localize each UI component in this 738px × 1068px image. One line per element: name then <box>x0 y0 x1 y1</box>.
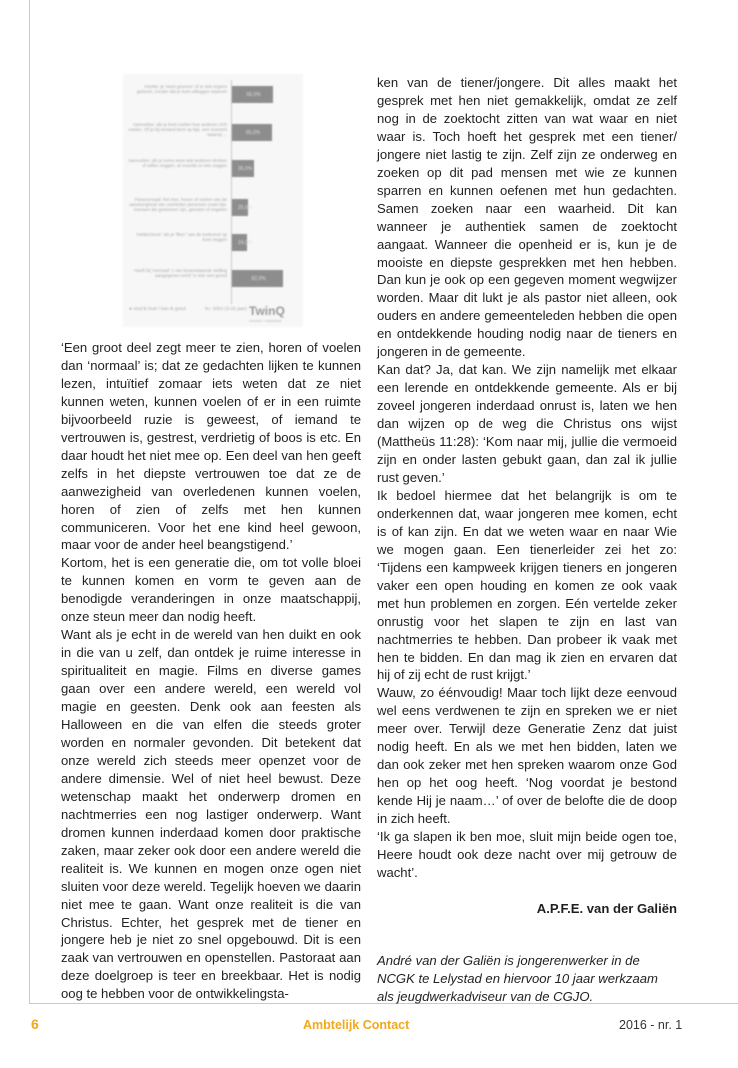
chart-note: N= 2052 (3-25 jaar) <box>205 307 247 312</box>
chart-row-label: Intuïtie: je 'weet gewoon' of er iets ergens gebeurt, zonder dat je kunt uitleggen waarom <box>136 84 227 95</box>
paragraph: Ik bedoel hiermee dat het belangrijk is om te onderkennen dat, waar jongeren mee komen, echt is of kan zijn. En dat we weten waar en naar Wie we mogen gaan. Een tienerleider zei het zo: ‘Tijdens een kampweek krijgen tieners en jongeren vaker een open houding en komen ze ook vaak met hun problemen en zorgen. Eén vertelde zeker onrustig voor het slapen te zijn en last van nachtmerries te hebben. Dan probeer ik vaak met hen te bidden. En dan mag ik zien en ervaren dat hij of zij echt de rust krijgt.’ <box>377 487 677 683</box>
chart-bar-value: 65,0% <box>246 130 261 136</box>
twinq-logo: TwinQ <box>249 304 285 318</box>
left-text-column <box>61 339 361 1003</box>
paragraph: Want als je echt in de wereld van hen duikt en ook in die van u zelf, dan ontdek je ruime interesse in spiritualiteit en magie. Films en diverse games gaan over een andere wereld, een wereld vol magie en geesten. Denk ook aan feesten als Halloween en die van elfen die steeds groter worden en normaler gevonden. Dit betekent dat onze wereld zich steeds meer openzet voor de andere dimensie. Wel of niet heel bewust. Deze wetenschap maakt het onderwerp dromen en nachtmerries een nog lastiger onderwerp. Want dromen kunnen inderdaad komen door praktische zaken, maar zeker ook door een andere wereld die realiteit is. We kunnen en mogen onze ogen niet sluiten voor deze wereld. Tegelijk hoeven we daarin niet mee te gaan. Want onze realiteit is die van Christus. Echter, het gesprek met de tiener en jongere heb je niet zo snel opgebouwd. Dit is een zaak van vertrouwen en openstellen. Pastoraat aan deze doelgroep is teer en breekbaar. Het is nodig oog te hebben voor de ontwikkelingsta- <box>61 627 361 1002</box>
chart-legend: ● vind ik leuk / kan ik goed <box>129 307 186 312</box>
chart-row-label: Paranormaal: het zien, horen of voelen van de aanwezigheid van overleden personen zoals bijv. mensen die gestorven zijn, geesten of engelen <box>129 197 227 213</box>
magazine-title: Ambtelijk Contact <box>303 1018 410 1032</box>
chart-bar-value: 66,0% <box>246 92 261 98</box>
paragraph: Kortom, het is een generatie die, om tot volle bloei te kunnen komen en vorm te geven aan de benodigde veranderingen in onze maatschappij, onze steun meer dan nodig heeft. <box>61 555 361 625</box>
survey-chart <box>123 74 303 327</box>
page-frame-left-rule <box>29 0 30 1003</box>
chart-row-label: Aanvoelen: als je soms weet wat anderen denken of willen zeggen, al voordat ze iets zeggen <box>127 158 227 169</box>
chart-bar-value: 25,0% <box>238 205 253 211</box>
author-name: A.P.F.E. van der Galiën <box>536 900 677 916</box>
chart-bar-value: 35,0% <box>238 166 253 172</box>
page-number: 6 <box>31 1016 39 1032</box>
chart-row-label: Heeft bij 'normaal' 1 van bovenstaande stelling aangegeven en/of 'is iets' een grond <box>134 268 227 279</box>
chart-bar-value: 24,0% <box>238 240 253 246</box>
paragraph: Kan dat? Ja, dat kan. We zijn namelijk met elkaar een lerende en ontdekkende gemeente. Als er bij zoveel jongeren inderdaad onrust is, laten we hen dan wijzen op de weg die Christus ons wijst (Mattheüs 11:28): ‘Kom naar mij, jullie die vermoeid zijn en onder lasten gebukt gaan, dan zal ik jullie rust geven.’ <box>377 362 677 485</box>
issue-label: 2016 - nr. 1 <box>619 1018 683 1032</box>
paragraph: ‘Een groot deel zegt meer te zien, horen of voelen dan ‘normaal’ is; dat ze gedachten lijken te kunnen lezen, intuïtief zomaar iets weten dat ze niet kunnen weten, kunnen voelen of er in een ruimte bijvoorbeeld ruzie is geweest, of iemand te vertrouwen is, gestrest, verdrietig of boos is etc. En daar houdt het niet mee op. Een deel van hen geeft zelfs in het diepste vertrouwen toe dat ze de aanwezigheid van overledenen kunnen voelen, horen of zien of zelfs met hen kunnen communiceren. Voor het ene kind heel gewoon, maar voor de ander heel beangstigend.’ <box>61 340 361 553</box>
paragraph: Wauw, zo éénvoudig! Maar toch lijkt deze eenvoud wel eens verdwenen te zijn en spreken we er niet meer over. Terwijl deze Generatie Zenz dat juist nodig heeft. En als we met hen bidden, laten we dan ook zeker met hen spreken waarom onze God hen op het oog heeft. ‘Nog voordat je bestond kende Hij je naam…’ of over de belofte die de doop in zich heeft. <box>377 685 677 827</box>
right-text-column <box>377 74 677 1006</box>
paragraph: ‘Ik ga slapen ik ben moe, sluit mijn beide ogen toe, Heere houdt ook deze nacht over mij getrouw de wacht’. <box>377 829 677 880</box>
twinq-tagline: research • inspiration <box>249 319 282 323</box>
author-bio: André van der Galiën is jongerenwerker in de NCGK te Lelystad en hiervoor 10 jaar werkzaam als jeugdwerkadviseur van de CGJO. <box>377 952 658 1004</box>
chart-bar-value: 82,0% <box>251 276 266 282</box>
paragraph: ken van de tiener/jongere. Dit alles maakt het gesprek met hen niet gemakkelijk, omdat ze zelf nog in de zoektocht zitten van wat waar en niet waar is. Toch hoeft het gesprek met een tiener/ jongere niet lastig te zijn. Zelf zijn ze onderweg en zoeken op dit pad mensen met wie ze kunnen sparren en kunnen oefenen met hun gedachten. Samen zoeken naar een waarheid. Dit kan wanneer je authentiek samen de zoektocht aangaat. Wanneer die openheid er is, kun je de mooiste en diepste gesprekken met hen hebben. Dan kun je ook op een gegeven moment wegwijzer worden. Maar dit lukt je als pastor niet alleen, ook ouders en andere gemeenteleden hebben die open en ontdekkende houding nodig naar de tieners en jongeren in de gemeente. <box>377 75 677 360</box>
chart-row-label: Helderziend: 'als je 'ffien'' van de toekomst op kunt zeggen <box>136 232 227 243</box>
chart-row-label: Aanvoelen: als je kunt voelen hoe anderen zich voelen. Of je bij iemand bent op bijv. een moment waarop ... <box>128 122 227 138</box>
